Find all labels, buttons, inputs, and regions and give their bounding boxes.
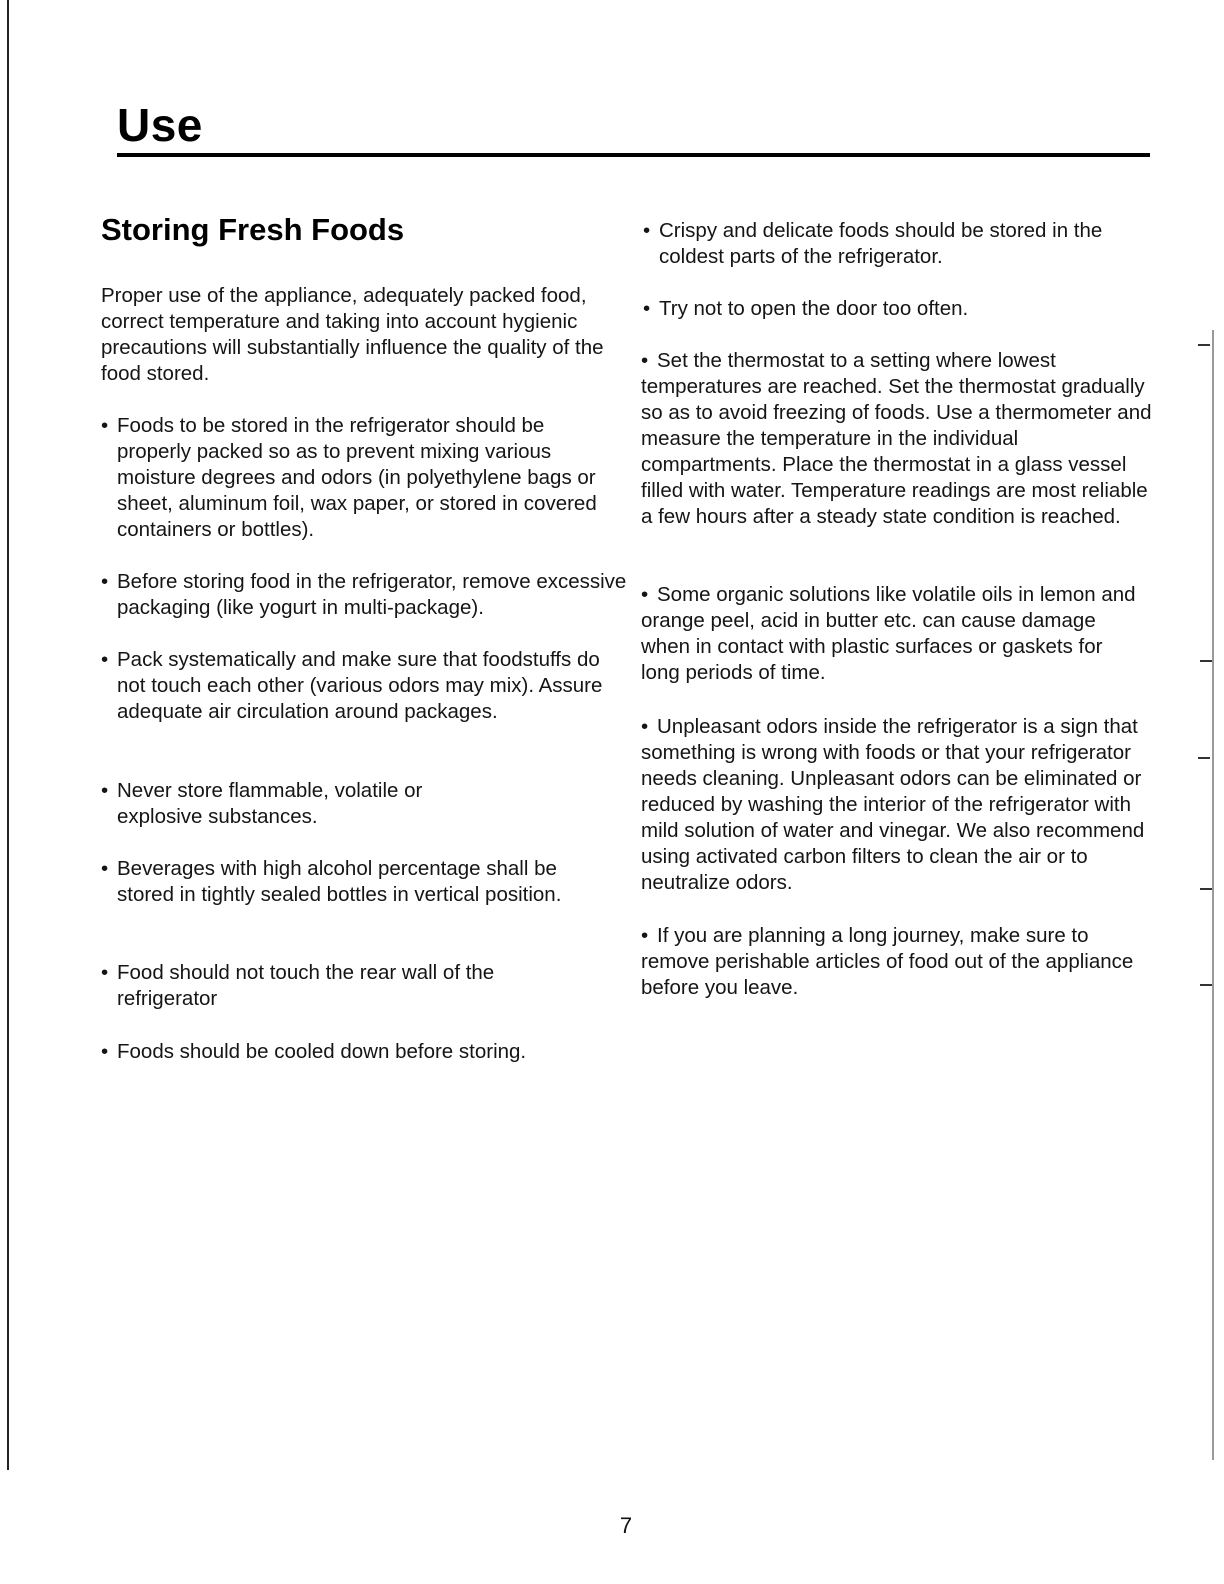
bullet-glyph: • bbox=[641, 349, 649, 372]
section-heading: Storing Fresh Foods bbox=[101, 212, 405, 247]
bullet-glyph: • bbox=[641, 924, 649, 947]
list-item-text: Food should not touch the rear wall of the refrigerator bbox=[117, 961, 495, 1010]
list-item-text: Try not to open the door too often. bbox=[659, 297, 969, 320]
list-item bbox=[101, 413, 623, 543]
list-item-text: Unpleasant odors inside the refrigerator is a sign that something is wrong with foods or that your refrigerator needs cleaning. Unpleasant odors can be eliminated or reduced by washing the interior of the refrigerator with mild solution of water and vinegar. We also recommend using activated carbon filters to clean the air or to neutralize odors. bbox=[641, 715, 1145, 894]
bullet-glyph: • bbox=[643, 297, 651, 320]
scan-edge-right bbox=[1212, 330, 1214, 1460]
list-item-text: Foods to be stored in the refrigerator should be properly packed so as to prevent mixing various moisture degrees and odors (in polyethylene bags or sheet, aluminum foil, wax paper, or stored in covered containers or bottles). bbox=[117, 414, 597, 541]
list-item bbox=[101, 856, 579, 908]
title-rule bbox=[117, 153, 1150, 157]
list-item-text: Crispy and delicate foods should be stored in the coldest parts of the refrigerator. bbox=[659, 219, 1103, 268]
list-item-text: Beverages with high alcohol percentage shall be stored in tightly sealed bottles in vertical position. bbox=[117, 857, 562, 906]
scan-tick bbox=[1198, 757, 1210, 759]
list-item bbox=[643, 218, 1164, 270]
page-title: Use bbox=[117, 99, 203, 151]
scan-tick bbox=[1200, 660, 1212, 662]
scan-tick bbox=[1200, 888, 1212, 890]
scan-tick bbox=[1198, 344, 1210, 346]
bullet-glyph: • bbox=[101, 961, 109, 984]
bullet-glyph: • bbox=[101, 414, 109, 437]
bullet-glyph: • bbox=[101, 857, 109, 880]
list-item-text: Some organic solutions like volatile oils in lemon and orange peel, acid in butter etc. can cause damage when in contact with plastic surfaces or gaskets for long periods of time. bbox=[641, 583, 1136, 684]
scan-tick bbox=[1200, 984, 1212, 986]
list-item bbox=[641, 348, 1153, 530]
bullet-glyph: • bbox=[641, 715, 649, 738]
scan-edge-left bbox=[7, 0, 9, 1470]
list-item bbox=[101, 569, 631, 621]
bullet-glyph: • bbox=[101, 779, 109, 802]
list-item-text: If you are planning a long journey, make sure to remove perishable articles of food out of the appliance before you leave. bbox=[641, 924, 1134, 999]
bullet-glyph: • bbox=[101, 1040, 109, 1063]
list-item bbox=[101, 1039, 617, 1065]
page-number: 7 bbox=[619, 1513, 633, 1538]
list-item bbox=[643, 296, 1148, 322]
list-item-text: Pack systematically and make sure that foodstuffs do not touch each other (various odors may mix). Assure adequate air circulation around packages. bbox=[117, 648, 603, 723]
list-item bbox=[641, 714, 1155, 896]
list-item-text: Set the thermostat to a setting where lowest temperatures are reached. Set the thermostat gradually so as to avoid freezing of foods. Use a thermometer and measure the temperature in the individual compartments. Place the thermostat in a glass vessel filled with water. Temperature readings are most reliable a few hours after a steady state condition is reached. bbox=[641, 349, 1152, 528]
list-item-text: Never store flammable, volatile or explosive substances. bbox=[117, 779, 423, 828]
bullet-glyph: • bbox=[643, 219, 651, 242]
list-item-text: Foods should be cooled down before storing. bbox=[117, 1040, 527, 1063]
bullet-glyph: • bbox=[641, 583, 649, 606]
list-item bbox=[101, 960, 507, 1012]
intro-paragraph: Proper use of the appliance, adequately packed food, correct temperature and taking into account hygienic precautions will substantially influence the quality of the food stored. bbox=[101, 284, 604, 385]
list-item bbox=[101, 778, 467, 830]
bullet-glyph: • bbox=[101, 648, 109, 671]
list-item bbox=[641, 923, 1141, 1001]
list-item-text: Before storing food in the refrigerator, remove excessive packaging (like yogurt in multi-package). bbox=[117, 570, 627, 619]
list-item bbox=[641, 582, 1146, 686]
list-item bbox=[101, 647, 617, 725]
bullet-glyph: • bbox=[101, 570, 109, 593]
